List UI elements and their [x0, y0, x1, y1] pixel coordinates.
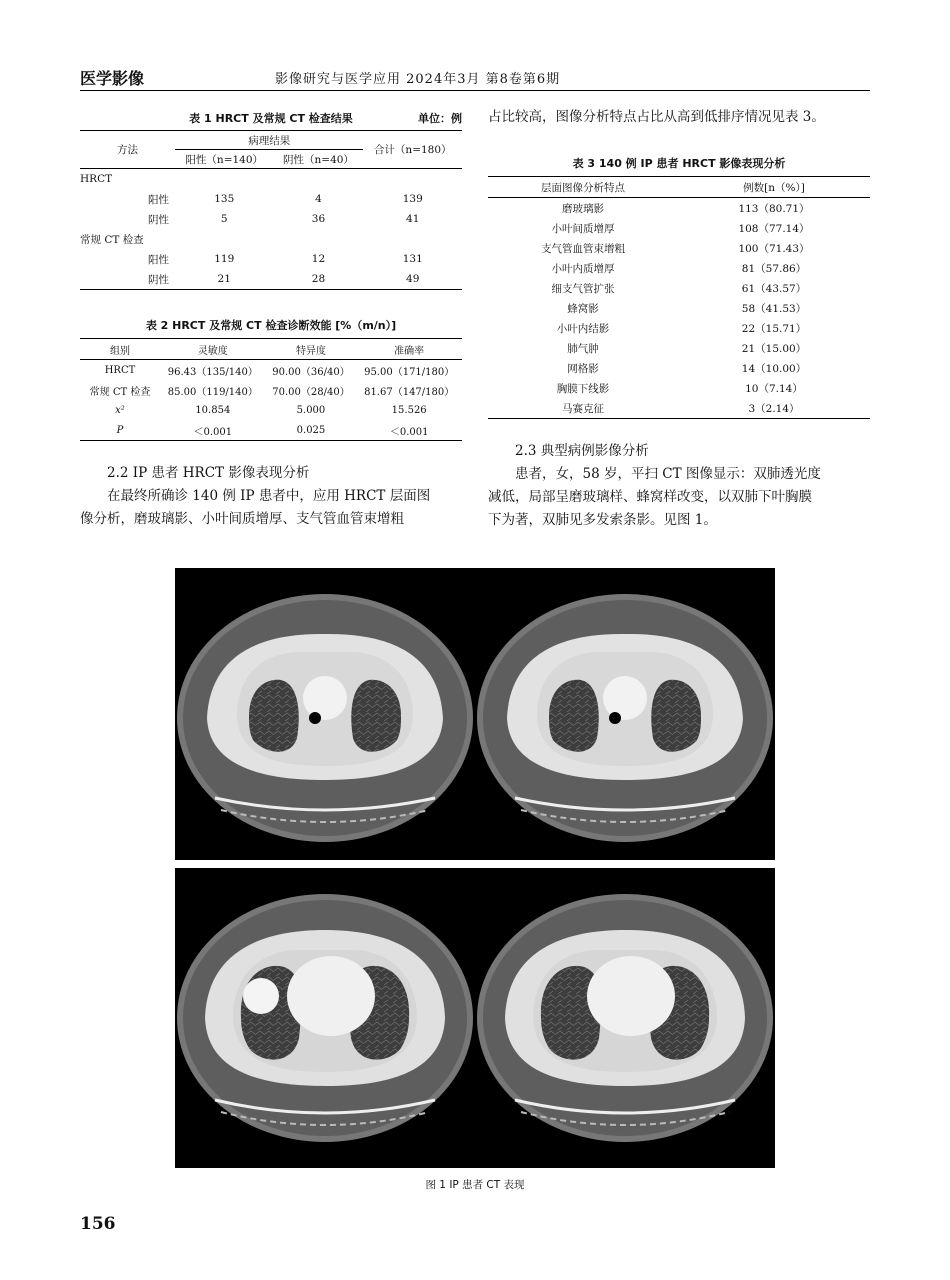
table1-grid [80, 130, 462, 290]
table-cell: 磨玻璃影 [562, 202, 604, 215]
table-cell: 90.00（36/40） [272, 366, 350, 378]
ct-panel-top-right [477, 594, 773, 842]
table-row [80, 169, 462, 190]
table1-caption: 表 1 HRCT 及常规 CT 检查结果 [189, 112, 353, 125]
ct-panel-divider [175, 860, 775, 868]
table-cell: 胸膜下线影 [556, 382, 610, 395]
table1 [80, 108, 462, 290]
table-row [488, 298, 870, 318]
section-2-3-title: 2.3 典型病例影像分析 [515, 443, 649, 459]
section-2-2-continuation: 占比较高，图像分析特点占比从高到低排序情况见表 3。 [488, 109, 825, 125]
ct-lesion [243, 978, 279, 1014]
ct-scan-image [175, 568, 775, 1168]
table-cell: 95.00（171/180） [364, 366, 455, 378]
table-row [80, 400, 462, 420]
table-cell: 常规 CT 检查 [89, 386, 151, 398]
table-cell: 113（80.71） [738, 202, 810, 215]
table-cell: 蜂窝影 [567, 302, 599, 315]
table-cell: 肺气肿 [567, 342, 599, 355]
table3-caption: 表 3 140 例 IP 患者 HRCT 影像表现分析 [572, 157, 786, 170]
table-row [488, 358, 870, 378]
table-row [80, 380, 462, 400]
table-row [80, 420, 462, 441]
table-cell: 阳性 [148, 193, 169, 206]
table-row [488, 218, 870, 238]
table-cell: 41 [406, 213, 420, 225]
table-cell: 10（7.14） [745, 382, 803, 395]
table-cell: HRCT [104, 364, 136, 376]
table-cell: 5.000 [296, 404, 326, 416]
table-cell: 12 [311, 253, 326, 265]
figure1-caption: 图 1 IP 患者 CT 表现 [425, 1179, 525, 1191]
table-cell: 支气管血管束增粗 [541, 242, 625, 255]
section-2-2-title: 2.2 IP 患者 HRCT 影像表现分析 [107, 465, 310, 481]
table1-group: HRCT [80, 173, 113, 185]
table-cell: 网格影 [567, 362, 599, 375]
journal-section-title: 医学影像 [80, 69, 145, 88]
table2-grid [80, 338, 462, 441]
table-cell: 70.00（28/40） [272, 386, 350, 398]
ct-figure [175, 568, 775, 1168]
table-cell: 4 [315, 193, 322, 205]
table-row [488, 278, 870, 298]
section-2-3-line: 减低，局部呈磨玻璃样、蜂窝样改变，以双肺下叶胸膜 [488, 489, 812, 505]
section-2-3-line: 患者，女，58 岁，平扫 CT 图像显示：双肺透光度 [515, 466, 821, 482]
table2-header: 灵敏度 [197, 345, 228, 357]
table-cell: 96.43（135/140） [167, 366, 258, 378]
table3-header: 例数[n（%）] [743, 181, 805, 194]
table-cell: 10.854 [195, 404, 231, 416]
table-cell: 58（41.53） [741, 302, 807, 315]
table-row [80, 209, 462, 229]
section-2-3 [488, 440, 870, 532]
table2-header: 组别 [110, 345, 130, 357]
table-cell: 3（2.14） [748, 402, 800, 415]
section-2-2 [80, 462, 462, 531]
table1-header-neg: 阴性（n=40） [283, 153, 354, 166]
table-cell: 21 [217, 273, 231, 285]
table-cell: 15.526 [391, 404, 427, 416]
section-2-3-line: 下为著，双肺见多发索条影。见图 1。 [488, 512, 717, 528]
ct-panel-bottom-right [477, 894, 773, 1142]
table-cell: 阴性 [148, 273, 169, 286]
table-cell: 细支气管扩张 [551, 282, 615, 295]
header-rule [80, 90, 870, 91]
table2 [80, 316, 462, 441]
table-cell: 28 [311, 273, 326, 285]
table1-header-method: 方法 [117, 144, 138, 156]
table-cell: 5 [220, 213, 228, 225]
ct-panel-bottom-left [177, 894, 473, 1142]
table-cell: 131 [402, 253, 423, 265]
table3-header: 层面图像分析特点 [541, 181, 625, 194]
table-cell: 马赛克征 [562, 402, 604, 415]
table-row [80, 229, 462, 249]
table-cell: ＜0.001 [389, 426, 429, 438]
table-row [488, 238, 870, 258]
table-cell: 81.67（147/180） [364, 386, 455, 398]
ct-panel-top-left [177, 594, 473, 842]
table-cell: 14（10.00） [741, 362, 807, 375]
table-row [80, 249, 462, 269]
table-row [80, 360, 462, 381]
table-cell: 119 [214, 253, 235, 265]
table1-group: 常规 CT 检查 [80, 233, 144, 246]
table1-header-pathology: 病理结果 [175, 131, 363, 150]
section-2-2-line: 在最终所确诊 140 例 IP 患者中，应用 HRCT 层面图 [107, 488, 431, 504]
table-row [488, 318, 870, 338]
table-row [488, 378, 870, 398]
table-cell: x² [115, 404, 125, 416]
table-cell: 100（71.43） [738, 242, 810, 255]
table-cell: 22（15.71） [741, 322, 807, 335]
table-cell: 阳性 [148, 253, 169, 266]
section-2-2-line: 像分析，磨玻璃影、小叶间质增厚、支气管血管束增粗 [80, 511, 404, 527]
table2-caption: 表 2 HRCT 及常规 CT 检查诊断效能 [%（m/n）] [145, 319, 397, 332]
table3-grid [488, 176, 870, 419]
table-cell: 61（43.57） [741, 282, 807, 295]
journal-issue: 影像研究与医学应用 2024年3月 第8卷第6期 [275, 72, 561, 87]
table-row [488, 338, 870, 358]
table-cell: 0.025 [296, 424, 326, 436]
table1-unit: 单位：例 [418, 112, 462, 125]
table-row [488, 258, 870, 278]
table-row [488, 398, 870, 419]
page-number: 156 [80, 1214, 116, 1234]
table1-header-total: 合计（n=180） [373, 144, 452, 156]
table-cell: P [116, 424, 124, 436]
table-cell: 108（77.14） [738, 222, 810, 235]
table-cell: 36 [311, 213, 326, 225]
table1-header-pos: 阳性（n=140） [185, 153, 264, 166]
table-cell: ＜0.001 [193, 426, 233, 438]
table-row [80, 189, 462, 209]
table-cell: 21（15.00） [741, 342, 807, 355]
table-row [80, 269, 462, 290]
table2-header: 特异度 [295, 345, 326, 357]
table-cell: 85.00（119/140） [167, 386, 258, 398]
table-cell: 小叶内结影 [556, 322, 610, 335]
table-cell: 小叶内质增厚 [551, 262, 615, 275]
table-row [488, 198, 870, 219]
table-cell: 49 [406, 273, 420, 285]
table3 [488, 154, 870, 419]
table-cell: 小叶间质增厚 [551, 222, 615, 235]
table-cell: 81（57.86） [741, 262, 807, 275]
table-cell: 阴性 [148, 213, 169, 226]
table-cell: 135 [214, 193, 235, 205]
table2-header: 准确率 [394, 345, 425, 357]
table-cell: 139 [402, 193, 423, 205]
